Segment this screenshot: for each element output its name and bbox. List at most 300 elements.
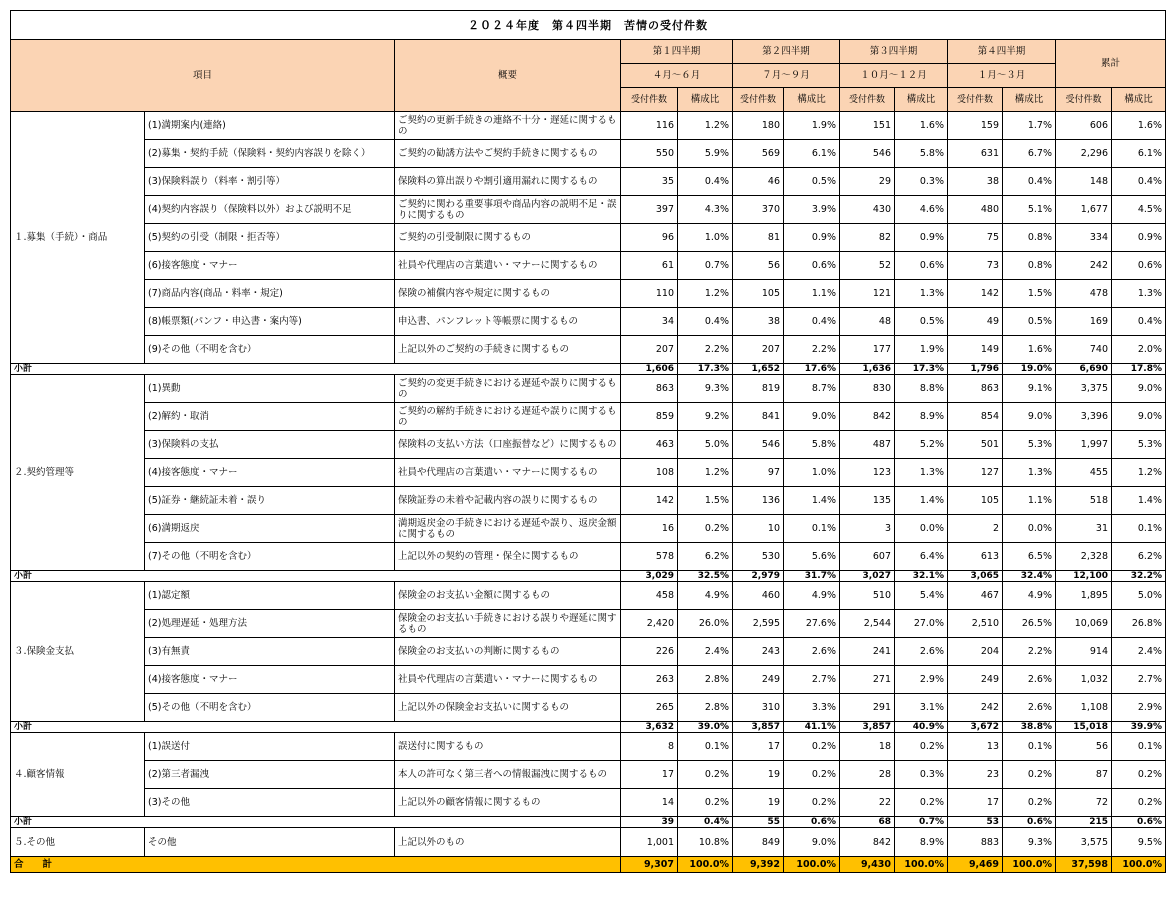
- count-cell: 1,001: [621, 828, 678, 857]
- count-cell: 9,392: [733, 857, 784, 873]
- ratio-cell: 4.9%: [784, 582, 840, 610]
- item-label: (5)契約の引受（制限・拒否等）: [145, 224, 395, 252]
- ratio-cell: 17.3%: [895, 364, 948, 375]
- ratio-cell: 1.0%: [678, 224, 733, 252]
- item-label: (1)誤送付: [145, 733, 395, 761]
- table-row: [11, 375, 1166, 403]
- count-cell: 458: [621, 582, 678, 610]
- count-cell: 110: [621, 280, 678, 308]
- count-cell: 271: [840, 666, 895, 694]
- table-row: [11, 610, 1166, 638]
- header-q1: 第１四半期: [621, 40, 733, 64]
- ratio-cell: 2.0%: [1112, 336, 1166, 364]
- ratio-cell: 9.0%: [784, 828, 840, 857]
- count-cell: 97: [733, 459, 784, 487]
- ratio-cell: 0.7%: [895, 817, 948, 828]
- count-cell: 2: [948, 515, 1003, 543]
- ratio-cell: 0.4%: [1112, 308, 1166, 336]
- ratio-cell: 1.3%: [895, 459, 948, 487]
- count-cell: 455: [1056, 459, 1112, 487]
- count-cell: 546: [840, 140, 895, 168]
- count-cell: 207: [621, 336, 678, 364]
- count-cell: 3,065: [948, 571, 1003, 582]
- item-description: 保険金のお支払いの判断に関するもの: [395, 638, 621, 666]
- count-cell: 1,032: [1056, 666, 1112, 694]
- count-cell: 13: [948, 733, 1003, 761]
- ratio-cell: 8.8%: [895, 375, 948, 403]
- item-description: ご契約の解約手続きにおける遅延や誤りに関するもの: [395, 403, 621, 431]
- ratio-cell: 0.6%: [784, 252, 840, 280]
- ratio-cell: 8.7%: [784, 375, 840, 403]
- count-cell: 830: [840, 375, 895, 403]
- ratio-cell: 1.2%: [1112, 459, 1166, 487]
- ratio-cell: 2.6%: [1003, 694, 1056, 722]
- item-label: (2)第三者漏洩: [145, 761, 395, 789]
- count-cell: 215: [1056, 817, 1112, 828]
- ratio-cell: 4.5%: [1112, 196, 1166, 224]
- count-cell: 61: [621, 252, 678, 280]
- ratio-cell: 6.1%: [784, 140, 840, 168]
- ratio-cell: 0.2%: [678, 515, 733, 543]
- ratio-cell: 6.7%: [1003, 140, 1056, 168]
- ratio-cell: 9.0%: [1112, 375, 1166, 403]
- ratio-cell: 32.4%: [1003, 571, 1056, 582]
- count-cell: 105: [948, 487, 1003, 515]
- ratio-cell: 9.0%: [784, 403, 840, 431]
- item-description: 上記以外のご契約の手続きに関するもの: [395, 336, 621, 364]
- ratio-cell: 1.1%: [784, 280, 840, 308]
- ratio-cell: 0.6%: [784, 817, 840, 828]
- ratio-cell: 6.4%: [895, 543, 948, 571]
- ratio-cell: 0.1%: [1003, 733, 1056, 761]
- ratio-cell: 1.4%: [1112, 487, 1166, 515]
- ratio-cell: 6.2%: [678, 543, 733, 571]
- category-label: ４.顧客情報: [11, 733, 145, 817]
- item-description: 保険証券の未着や記載内容の誤りに関するもの: [395, 487, 621, 515]
- header-count: 受付件数: [840, 88, 895, 112]
- ratio-cell: 0.6%: [1112, 817, 1166, 828]
- count-cell: 501: [948, 431, 1003, 459]
- count-cell: 1,108: [1056, 694, 1112, 722]
- ratio-cell: 5.1%: [1003, 196, 1056, 224]
- count-cell: 480: [948, 196, 1003, 224]
- ratio-cell: 0.5%: [784, 168, 840, 196]
- item-description: 保険金のお支払い手続きにおける誤りや遅延に関するもの: [395, 610, 621, 638]
- count-cell: 310: [733, 694, 784, 722]
- table-row: [11, 666, 1166, 694]
- count-cell: 478: [1056, 280, 1112, 308]
- item-label: (3)有無責: [145, 638, 395, 666]
- table-row: [11, 582, 1166, 610]
- count-cell: 3,857: [840, 722, 895, 733]
- count-cell: 841: [733, 403, 784, 431]
- ratio-cell: 3.1%: [895, 694, 948, 722]
- item-description: ご契約の変更手続きにおける遅延や誤りに関するもの: [395, 375, 621, 403]
- count-cell: 291: [840, 694, 895, 722]
- ratio-cell: 1.3%: [895, 280, 948, 308]
- count-cell: 72: [1056, 789, 1112, 817]
- ratio-cell: 5.6%: [784, 543, 840, 571]
- subtotal-label: 小計: [11, 722, 621, 733]
- item-label: (4)接客態度・マナー: [145, 459, 395, 487]
- ratio-cell: 0.2%: [678, 789, 733, 817]
- ratio-cell: 0.8%: [1003, 252, 1056, 280]
- other-row: [11, 828, 1166, 857]
- table-row: [11, 308, 1166, 336]
- header-q3-period: １０月～１２月: [840, 64, 948, 88]
- ratio-cell: 0.9%: [895, 224, 948, 252]
- count-cell: 9,430: [840, 857, 895, 873]
- header-q2: 第２四半期: [733, 40, 840, 64]
- count-cell: 263: [621, 666, 678, 694]
- ratio-cell: 5.9%: [678, 140, 733, 168]
- category-label: ３.保険金支払: [11, 582, 145, 722]
- count-cell: 148: [1056, 168, 1112, 196]
- ratio-cell: 40.9%: [895, 722, 948, 733]
- ratio-cell: 2.4%: [678, 638, 733, 666]
- subtotal-label: 小計: [11, 817, 621, 828]
- count-cell: 17: [621, 761, 678, 789]
- count-cell: 56: [733, 252, 784, 280]
- item-label: (8)帳票類(パンフ・申込書・案内等): [145, 308, 395, 336]
- ratio-cell: 10.8%: [678, 828, 733, 857]
- ratio-cell: 17.3%: [678, 364, 733, 375]
- count-cell: 467: [948, 582, 1003, 610]
- ratio-cell: 0.6%: [1003, 817, 1056, 828]
- ratio-cell: 31.7%: [784, 571, 840, 582]
- count-cell: 3,575: [1056, 828, 1112, 857]
- count-cell: 6,690: [1056, 364, 1112, 375]
- count-cell: 1,997: [1056, 431, 1112, 459]
- count-cell: 2,595: [733, 610, 784, 638]
- count-cell: 105: [733, 280, 784, 308]
- item-label: (7)その他（不明を含む）: [145, 543, 395, 571]
- count-cell: 613: [948, 543, 1003, 571]
- ratio-cell: 1.4%: [784, 487, 840, 515]
- count-cell: 863: [948, 375, 1003, 403]
- count-cell: 38: [948, 168, 1003, 196]
- count-cell: 180: [733, 112, 784, 140]
- count-cell: 1,652: [733, 364, 784, 375]
- item-description: 保険金のお支払い金額に関するもの: [395, 582, 621, 610]
- header-ratio: 構成比: [784, 88, 840, 112]
- ratio-cell: 100.0%: [678, 857, 733, 873]
- item-label: (2)解約・取消: [145, 403, 395, 431]
- count-cell: 1,796: [948, 364, 1003, 375]
- count-cell: 135: [840, 487, 895, 515]
- ratio-cell: 2.9%: [1112, 694, 1166, 722]
- ratio-cell: 2.6%: [784, 638, 840, 666]
- count-cell: 242: [1056, 252, 1112, 280]
- count-cell: 546: [733, 431, 784, 459]
- table-row: [11, 543, 1166, 571]
- ratio-cell: 1.3%: [1112, 280, 1166, 308]
- count-cell: 12,100: [1056, 571, 1112, 582]
- ratio-cell: 1.9%: [895, 336, 948, 364]
- count-cell: 1,606: [621, 364, 678, 375]
- count-cell: 487: [840, 431, 895, 459]
- ratio-cell: 0.2%: [784, 761, 840, 789]
- count-cell: 842: [840, 828, 895, 857]
- ratio-cell: 1.6%: [895, 112, 948, 140]
- count-cell: 460: [733, 582, 784, 610]
- count-cell: 35: [621, 168, 678, 196]
- ratio-cell: 0.2%: [1112, 789, 1166, 817]
- ratio-cell: 2.4%: [1112, 638, 1166, 666]
- table-row: [11, 196, 1166, 224]
- ratio-cell: 9.3%: [1003, 828, 1056, 857]
- count-cell: 2,328: [1056, 543, 1112, 571]
- table-row: [11, 403, 1166, 431]
- ratio-cell: 32.5%: [678, 571, 733, 582]
- ratio-cell: 5.3%: [1003, 431, 1056, 459]
- item-description: 上記以外の保険金お支払いに関するもの: [395, 694, 621, 722]
- count-cell: 31: [1056, 515, 1112, 543]
- count-cell: 243: [733, 638, 784, 666]
- ratio-cell: 0.4%: [784, 308, 840, 336]
- count-cell: 854: [948, 403, 1003, 431]
- subtotal-row: [11, 364, 1166, 375]
- item-description: 社員や代理店の言葉遣い・マナーに関するもの: [395, 666, 621, 694]
- count-cell: 75: [948, 224, 1003, 252]
- count-cell: 2,296: [1056, 140, 1112, 168]
- item-label: (6)満期返戻: [145, 515, 395, 543]
- ratio-cell: 1.6%: [1112, 112, 1166, 140]
- ratio-cell: 0.6%: [1112, 252, 1166, 280]
- count-cell: 3: [840, 515, 895, 543]
- item-description: ご契約の更新手続きの連絡不十分・遅延に関するもの: [395, 112, 621, 140]
- header-q3: 第３四半期: [840, 40, 948, 64]
- category-label: １.募集（手続）・商品: [11, 112, 145, 364]
- table-row: [11, 168, 1166, 196]
- item-description: ご契約に関わる重要事項や商品内容の説明不足・誤りに関するもの: [395, 196, 621, 224]
- subtotal-row: [11, 571, 1166, 582]
- ratio-cell: 0.3%: [895, 168, 948, 196]
- item-description: 社員や代理店の言葉遣い・マナーに関するもの: [395, 252, 621, 280]
- count-cell: 46: [733, 168, 784, 196]
- item-label: (3)保険料の支払: [145, 431, 395, 459]
- count-cell: 159: [948, 112, 1003, 140]
- ratio-cell: 1.0%: [784, 459, 840, 487]
- ratio-cell: 0.8%: [1003, 224, 1056, 252]
- count-cell: 38: [733, 308, 784, 336]
- count-cell: 859: [621, 403, 678, 431]
- ratio-cell: 1.3%: [1003, 459, 1056, 487]
- complaints-sheet: [10, 10, 1165, 873]
- count-cell: 123: [840, 459, 895, 487]
- ratio-cell: 5.4%: [895, 582, 948, 610]
- item-label: (7)商品内容(商品・料率・規定): [145, 280, 395, 308]
- item-description: 誤送付に関するもの: [395, 733, 621, 761]
- count-cell: 1,636: [840, 364, 895, 375]
- table-row: [11, 140, 1166, 168]
- subtotal-row: [11, 817, 1166, 828]
- ratio-cell: 1.4%: [895, 487, 948, 515]
- count-cell: 28: [840, 761, 895, 789]
- item-label: (1)異動: [145, 375, 395, 403]
- count-cell: 177: [840, 336, 895, 364]
- header-q4: 第４四半期: [948, 40, 1056, 64]
- count-cell: 530: [733, 543, 784, 571]
- count-cell: 29: [840, 168, 895, 196]
- count-cell: 17: [948, 789, 1003, 817]
- ratio-cell: 5.0%: [1112, 582, 1166, 610]
- count-cell: 883: [948, 828, 1003, 857]
- count-cell: 2,544: [840, 610, 895, 638]
- ratio-cell: 100.0%: [1003, 857, 1056, 873]
- ratio-cell: 4.6%: [895, 196, 948, 224]
- item-description: 申込書、パンフレット等帳票に関するもの: [395, 308, 621, 336]
- ratio-cell: 2.8%: [678, 694, 733, 722]
- count-cell: 53: [948, 817, 1003, 828]
- ratio-cell: 0.7%: [678, 252, 733, 280]
- count-cell: 56: [1056, 733, 1112, 761]
- category-label: ２.契約管理等: [11, 375, 145, 571]
- count-cell: 151: [840, 112, 895, 140]
- ratio-cell: 1.6%: [1003, 336, 1056, 364]
- ratio-cell: 0.4%: [1003, 168, 1056, 196]
- item-label: (3)その他: [145, 789, 395, 817]
- ratio-cell: 9.1%: [1003, 375, 1056, 403]
- count-cell: 136: [733, 487, 784, 515]
- table-row: [11, 280, 1166, 308]
- ratio-cell: 4.9%: [678, 582, 733, 610]
- total-label: 合 計: [11, 857, 621, 873]
- table-row: [11, 694, 1166, 722]
- table-row: [11, 112, 1166, 140]
- ratio-cell: 9.3%: [678, 375, 733, 403]
- item-description: 上記以外のもの: [395, 828, 621, 857]
- count-cell: 23: [948, 761, 1003, 789]
- count-cell: 569: [733, 140, 784, 168]
- ratio-cell: 26.8%: [1112, 610, 1166, 638]
- ratio-cell: 5.8%: [784, 431, 840, 459]
- count-cell: 96: [621, 224, 678, 252]
- count-cell: 207: [733, 336, 784, 364]
- ratio-cell: 9.5%: [1112, 828, 1166, 857]
- count-cell: 49: [948, 308, 1003, 336]
- count-cell: 9,307: [621, 857, 678, 873]
- count-cell: 17: [733, 733, 784, 761]
- count-cell: 3,375: [1056, 375, 1112, 403]
- ratio-cell: 0.5%: [1003, 308, 1056, 336]
- count-cell: 3,672: [948, 722, 1003, 733]
- ratio-cell: 17.8%: [1112, 364, 1166, 375]
- ratio-cell: 1.5%: [1003, 280, 1056, 308]
- count-cell: 3,632: [621, 722, 678, 733]
- count-cell: 15,018: [1056, 722, 1112, 733]
- ratio-cell: 3.3%: [784, 694, 840, 722]
- ratio-cell: 26.0%: [678, 610, 733, 638]
- category-label: ５.その他: [11, 828, 145, 857]
- ratio-cell: 2.6%: [1003, 666, 1056, 694]
- header-q4-period: １月～３月: [948, 64, 1056, 88]
- count-cell: 3,029: [621, 571, 678, 582]
- ratio-cell: 100.0%: [1112, 857, 1166, 873]
- ratio-cell: 32.1%: [895, 571, 948, 582]
- count-cell: 108: [621, 459, 678, 487]
- ratio-cell: 0.9%: [784, 224, 840, 252]
- ratio-cell: 2.8%: [678, 666, 733, 694]
- item-label: (3)保険料誤り（料率・割引等）: [145, 168, 395, 196]
- ratio-cell: 9.2%: [678, 403, 733, 431]
- ratio-cell: 5.2%: [895, 431, 948, 459]
- count-cell: 68: [840, 817, 895, 828]
- item-description: 本人の許可なく第三者への情報漏洩に関するもの: [395, 761, 621, 789]
- ratio-cell: 0.2%: [895, 789, 948, 817]
- header-count: 受付件数: [733, 88, 784, 112]
- ratio-cell: 1.5%: [678, 487, 733, 515]
- count-cell: 81: [733, 224, 784, 252]
- item-description: ご契約の引受制限に関するもの: [395, 224, 621, 252]
- ratio-cell: 0.4%: [678, 817, 733, 828]
- count-cell: 226: [621, 638, 678, 666]
- count-cell: 116: [621, 112, 678, 140]
- count-cell: 463: [621, 431, 678, 459]
- ratio-cell: 0.2%: [784, 733, 840, 761]
- ratio-cell: 4.9%: [1003, 582, 1056, 610]
- ratio-cell: 0.1%: [1112, 515, 1166, 543]
- ratio-cell: 0.9%: [1112, 224, 1166, 252]
- ratio-cell: 17.6%: [784, 364, 840, 375]
- count-cell: 142: [621, 487, 678, 515]
- ratio-cell: 5.0%: [678, 431, 733, 459]
- subtotal-label: 小計: [11, 364, 621, 375]
- ratio-cell: 0.2%: [678, 761, 733, 789]
- ratio-cell: 8.9%: [895, 828, 948, 857]
- item-label: (1)認定額: [145, 582, 395, 610]
- header-ratio: 構成比: [1003, 88, 1056, 112]
- item-description: 上記以外の顧客情報に関するもの: [395, 789, 621, 817]
- ratio-cell: 2.2%: [784, 336, 840, 364]
- item-label: (5)その他（不明を含む）: [145, 694, 395, 722]
- item-label: (4)接客態度・マナー: [145, 666, 395, 694]
- header-ratio: 構成比: [895, 88, 948, 112]
- ratio-cell: 0.4%: [678, 168, 733, 196]
- count-cell: 37,598: [1056, 857, 1112, 873]
- item-label: (6)接客態度・マナー: [145, 252, 395, 280]
- count-cell: 606: [1056, 112, 1112, 140]
- ratio-cell: 0.2%: [1003, 789, 1056, 817]
- subtotal-label: 小計: [11, 571, 621, 582]
- complaints-table: [10, 10, 1166, 873]
- item-label: (2)募集・契約手続（保険料・契約内容誤りを除く）: [145, 140, 395, 168]
- count-cell: 149: [948, 336, 1003, 364]
- count-cell: 22: [840, 789, 895, 817]
- count-cell: 82: [840, 224, 895, 252]
- header-count: 受付件数: [948, 88, 1003, 112]
- ratio-cell: 27.6%: [784, 610, 840, 638]
- ratio-cell: 2.6%: [895, 638, 948, 666]
- ratio-cell: 0.0%: [1003, 515, 1056, 543]
- count-cell: 518: [1056, 487, 1112, 515]
- count-cell: 370: [733, 196, 784, 224]
- header-item: 項目: [11, 40, 395, 112]
- count-cell: 87: [1056, 761, 1112, 789]
- ratio-cell: 0.4%: [678, 308, 733, 336]
- ratio-cell: 0.0%: [895, 515, 948, 543]
- item-label: (4)契約内容誤り（保険料以外）および説明不足: [145, 196, 395, 224]
- item-description: 満期返戻金の手続きにおける遅延や誤り、返戻金額に関するもの: [395, 515, 621, 543]
- ratio-cell: 0.5%: [895, 308, 948, 336]
- ratio-cell: 8.9%: [895, 403, 948, 431]
- ratio-cell: 1.2%: [678, 112, 733, 140]
- item-description: 保険の補償内容や規定に関するもの: [395, 280, 621, 308]
- count-cell: 334: [1056, 224, 1112, 252]
- table-row: [11, 252, 1166, 280]
- count-cell: 127: [948, 459, 1003, 487]
- count-cell: 10,069: [1056, 610, 1112, 638]
